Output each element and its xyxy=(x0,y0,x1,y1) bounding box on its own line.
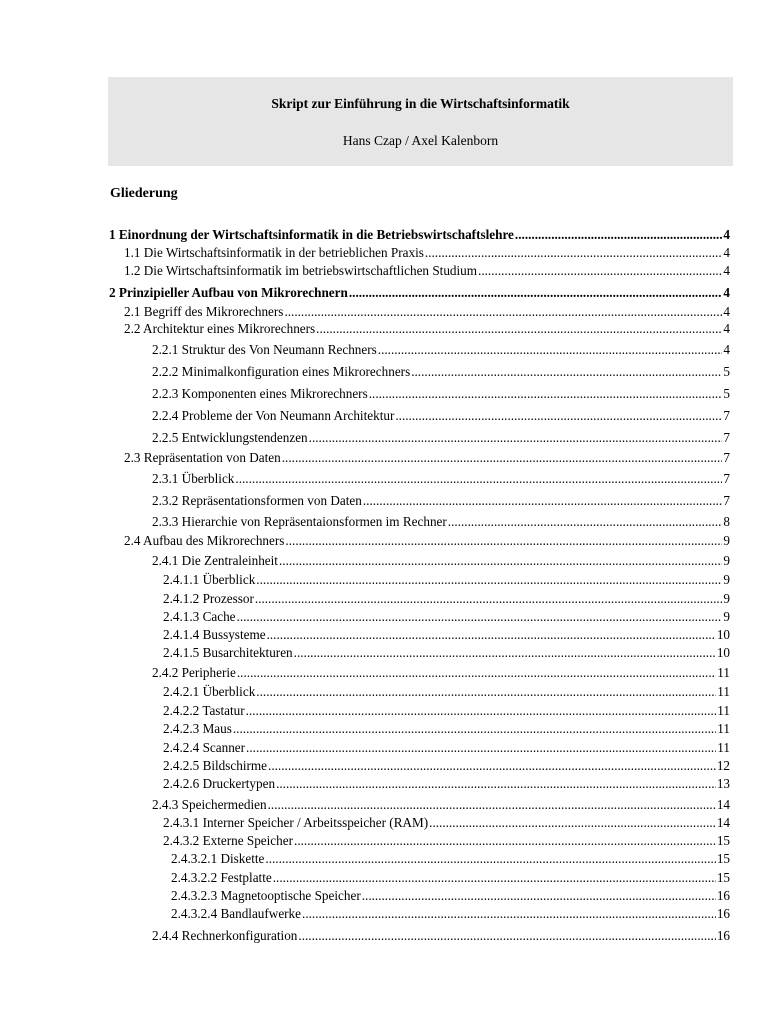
toc-leader-dots xyxy=(273,870,716,886)
toc-entry xyxy=(152,342,730,358)
toc-entry-page: 4 xyxy=(723,321,730,336)
toc-entry-label: 2.4.1 Die Zentraleinheit xyxy=(152,553,278,568)
toc-entry xyxy=(152,553,730,569)
toc-entry xyxy=(124,321,730,337)
toc-leader-dots xyxy=(268,797,716,813)
toc-entry-label: 2.2.5 Entwicklungstendenzen xyxy=(152,430,308,445)
toc-entry-page: 11 xyxy=(717,665,730,680)
toc-entry-label: 2.4.1.5 Busarchitekturen xyxy=(163,645,293,660)
toc-entry-page: 4 xyxy=(723,245,730,260)
toc-entry-page: 7 xyxy=(723,471,730,486)
toc-entry xyxy=(163,703,730,719)
toc-entry xyxy=(171,851,730,867)
toc-leader-dots xyxy=(265,851,715,867)
toc-entry-page: 9 xyxy=(723,572,730,587)
toc-entry-page: 4 xyxy=(723,304,730,319)
toc-leader-dots xyxy=(282,450,723,466)
toc-entry-page: 14 xyxy=(716,815,730,830)
toc-entry-page: 4 xyxy=(723,285,730,300)
toc-entry-label: 2.4.2.1 Überblick xyxy=(163,684,256,699)
toc-entry-label: 2.4.3.2.1 Diskette xyxy=(171,851,265,866)
toc-entry-page: 16 xyxy=(716,888,730,903)
toc-entry-label: 2.4.2.4 Scanner xyxy=(163,740,246,755)
toc-leader-dots xyxy=(515,227,722,243)
toc-entry xyxy=(163,572,730,588)
toc-entry xyxy=(124,304,730,320)
toc-leader-dots xyxy=(448,514,723,530)
toc-entry xyxy=(163,833,730,849)
toc-entry-label: 2.4.2.3 Maus xyxy=(163,721,232,736)
toc-entry xyxy=(152,471,730,487)
toc-leader-dots xyxy=(246,703,717,719)
toc-entry-page: 10 xyxy=(716,645,730,660)
toc-entry xyxy=(171,870,730,886)
toc-entry xyxy=(152,364,730,380)
toc-leader-dots xyxy=(316,321,722,337)
toc-entry-page: 15 xyxy=(716,833,730,848)
toc-entry-page: 7 xyxy=(723,450,730,465)
toc-leader-dots xyxy=(255,591,723,607)
toc-entry xyxy=(152,665,730,681)
toc-entry xyxy=(163,645,730,661)
toc-leader-dots xyxy=(256,684,716,700)
toc-leader-dots xyxy=(395,408,722,424)
toc-entry-page: 11 xyxy=(717,684,730,699)
toc-entry xyxy=(124,245,730,261)
toc-entry-label: 2.2.4 Probleme der Von Neumann Architektur xyxy=(152,408,395,423)
toc-leader-dots xyxy=(285,533,722,549)
toc-entry-label: 2.4.1.4 Bussysteme xyxy=(163,627,266,642)
toc-entry-page: 11 xyxy=(717,703,730,718)
toc-entry-label: 2.4.2.6 Druckertypen xyxy=(163,776,276,791)
toc-leader-dots xyxy=(235,471,722,487)
toc-leader-dots xyxy=(256,572,722,588)
toc-leader-dots xyxy=(425,245,723,261)
toc-entry-label: 2.4.2 Peripherie xyxy=(152,665,236,680)
toc-entry xyxy=(152,514,730,530)
toc-entry-label: 2.4.3 Speichermedien xyxy=(152,797,267,812)
toc-entry-page: 9 xyxy=(723,609,730,624)
toc-entry xyxy=(152,386,730,402)
toc-entry-page: 7 xyxy=(723,430,730,445)
toc-entry-page: 8 xyxy=(723,514,730,529)
toc-leader-dots xyxy=(349,285,723,301)
toc-entry-page: 7 xyxy=(723,493,730,508)
toc-entry-page: 14 xyxy=(716,797,730,812)
toc-entry-label: 2.4.3.2.3 Magnetooptische Speicher xyxy=(171,888,361,903)
toc-leader-dots xyxy=(411,364,722,380)
toc-entry-page: 9 xyxy=(723,591,730,606)
toc-entry-label: 1.1 Die Wirtschaftsinformatik in der betrieblichen Praxis xyxy=(124,245,424,260)
toc-leader-dots xyxy=(429,815,716,831)
toc-entry-page: 11 xyxy=(717,740,730,755)
toc-entry-page: 12 xyxy=(716,758,730,773)
toc-entry xyxy=(109,285,730,301)
toc-leader-dots xyxy=(279,553,722,569)
toc-entry-page: 11 xyxy=(717,721,730,736)
toc-entry-page: 16 xyxy=(716,928,730,943)
toc-entry xyxy=(163,740,730,756)
toc-leader-dots xyxy=(378,342,723,358)
toc-entry xyxy=(163,591,730,607)
toc-entry-page: 13 xyxy=(716,776,730,791)
toc-entry-label: 2.4.1.1 Überblick xyxy=(163,572,256,587)
toc-leader-dots xyxy=(294,645,716,661)
toc-leader-dots xyxy=(363,493,723,509)
toc-entry-label: 2.4.2.2 Tastatur xyxy=(163,703,245,718)
toc-entry-label: 2.4.1.3 Cache xyxy=(163,609,236,624)
toc-entry-label: 2.3.3 Hierarchie von Repräsentaionsformen im Rechner xyxy=(152,514,447,529)
toc-leader-dots xyxy=(268,758,716,774)
toc-leader-dots xyxy=(478,263,722,279)
document-authors: Hans Czap / Axel Kalenborn xyxy=(342,133,499,148)
toc-entry-label: 2.4.4 Rechnerkonfiguration xyxy=(152,928,298,943)
toc-entry xyxy=(152,493,730,509)
toc-entry xyxy=(163,758,730,774)
toc-entry-label: 2.4.3.2.4 Bandlaufwerke xyxy=(171,906,302,921)
toc-leader-dots xyxy=(369,386,723,402)
toc-leader-dots xyxy=(284,304,722,320)
toc-entry xyxy=(163,721,730,737)
toc-entry xyxy=(163,684,730,700)
toc-entry-label: 2.2 Architektur eines Mikrorechners xyxy=(124,321,316,336)
toc-entry-label: 2.3.2 Repräsentationsformen von Daten xyxy=(152,493,362,508)
toc-entry-page: 16 xyxy=(716,906,730,921)
toc-leader-dots xyxy=(233,721,716,737)
toc-entry-label: 2.4.3.1 Interner Speicher / Arbeitsspeicher (RAM) xyxy=(163,815,429,830)
toc-entry-label: 2.2.3 Komponenten eines Mikrorechners xyxy=(152,386,368,401)
toc-entry xyxy=(124,263,730,279)
toc-entry-page: 9 xyxy=(723,533,730,548)
toc-leader-dots xyxy=(298,928,715,944)
toc-entry-page: 4 xyxy=(723,263,730,278)
toc-entry xyxy=(163,627,730,643)
toc-entry-page: 9 xyxy=(723,553,730,568)
toc-entry-label: 2.2.1 Struktur des Von Neumann Rechners xyxy=(152,342,377,357)
toc-leader-dots xyxy=(237,609,723,625)
toc-leader-dots xyxy=(302,906,716,922)
toc-entry-page: 7 xyxy=(723,408,730,423)
toc-leader-dots xyxy=(362,888,716,904)
toc-entry-label: 2.4.3.2.2 Festplatte xyxy=(171,870,272,885)
toc-entry-label: 2.3 Repräsentation von Daten xyxy=(124,450,281,465)
toc-entry-label: 2.4.3.2 Externe Speicher xyxy=(163,833,294,848)
toc-entry xyxy=(124,533,730,549)
toc-entry-page: 5 xyxy=(723,386,730,401)
section-heading: Gliederung xyxy=(110,186,178,201)
toc-entry-label: 2.4.2.5 Bildschirme xyxy=(163,758,268,773)
toc-entry xyxy=(163,815,730,831)
toc-entry xyxy=(152,928,730,944)
toc-entry-label: 2 Prinzipieller Aufbau von Mikrorechnern xyxy=(109,285,348,300)
toc-entry-page: 15 xyxy=(716,870,730,885)
toc-entry-label: 2.2.2 Minimalkonfiguration eines Mikrorechners xyxy=(152,364,411,379)
toc-entry-page: 15 xyxy=(716,851,730,866)
toc-entry xyxy=(171,906,730,922)
toc-leader-dots xyxy=(276,776,716,792)
toc-entry xyxy=(152,430,730,446)
toc-leader-dots xyxy=(309,430,723,446)
toc-entry-label: 2.4.1.2 Prozessor xyxy=(163,591,254,606)
toc-entry-page: 4 xyxy=(723,342,730,357)
toc-entry-page: 10 xyxy=(716,627,730,642)
toc-entry-label: 1.2 Die Wirtschaftsinformatik im betriebswirtschaftlichen Studium xyxy=(124,263,478,278)
toc-entry xyxy=(109,227,730,243)
toc-entry xyxy=(124,450,730,466)
toc-entry xyxy=(171,888,730,904)
toc-entry-page: 5 xyxy=(723,364,730,379)
toc-entry-page: 4 xyxy=(723,227,730,242)
toc-leader-dots xyxy=(267,627,716,643)
toc-entry xyxy=(163,776,730,792)
toc-leader-dots xyxy=(237,665,716,681)
toc-entry xyxy=(163,609,730,625)
toc-leader-dots xyxy=(294,833,716,849)
toc-entry-label: 2.3.1 Überblick xyxy=(152,471,235,486)
toc-entry xyxy=(152,408,730,424)
toc-entry-label: 2.1 Begriff des Mikrorechners xyxy=(124,304,284,319)
document-title: Skript zur Einführung in die Wirtschaftsinformatik xyxy=(271,96,570,111)
toc-entry-label: 1 Einordnung der Wirtschaftsinformatik in die Betriebswirtschaftslehre xyxy=(109,227,514,242)
toc-entry-label: 2.4 Aufbau des Mikrorechners xyxy=(124,533,285,548)
toc-leader-dots xyxy=(246,740,716,756)
toc-entry xyxy=(152,797,730,813)
